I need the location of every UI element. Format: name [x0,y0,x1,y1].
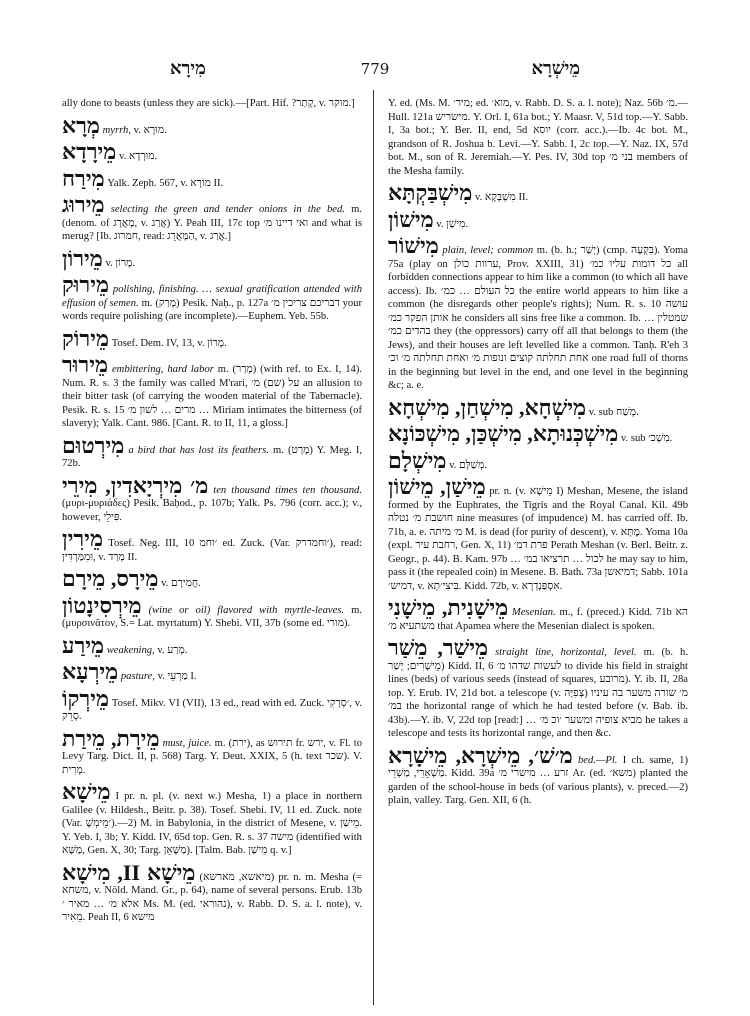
dictionary-entry [62,632,362,658]
entry-text: I ch. same, 1) מַשְׁאָרֵי, מַשְׁרֵי. Kidd. 39a זרע … מישרי מ׳ Ar. (ed. משא׳) planted the garden of the school-house in beds (of various plants), v. preced.—2) plain, valley. Targ. Gen. XII, 6 (h. [388,754,688,806]
entry-headword: מֵישָׁא II, מִישָׁא [62,859,196,885]
dictionary-entry [62,592,362,631]
entry-text: (μυρι-μυριάδες) Pesik. Baḥod., p. 107b; Yalk. Ps. 796 (corr. acc.); v., however, פִּילֵי. [62,498,362,523]
entry-headword: מִישְׁבַּקְתָּא [388,180,473,205]
entry-headword: מִישְׁלָם [388,447,447,473]
dictionary-entry [62,528,362,564]
entry-gloss: straight line, horizontal, level. [495,647,637,658]
entry-text: ally done to beasts (unless they are sick).—[Part. Hif. ?קָתַר, v. מוקר.] [62,98,355,109]
dictionary-entry [62,194,362,244]
entry-headword: מ׳ מִירְיָאדִין, מִירֵי [62,472,209,498]
entry-headword: מֵירוּר [62,352,109,377]
entry-text: v. מְרַע. [157,644,188,656]
entry-text: v. חֲמִירָם. [161,578,201,589]
entry-headword: מֵירָס, מֵירָם [62,566,159,591]
entry-headword: מֵירוּג [62,192,105,217]
entry-gloss: Mesenian. [511,607,556,618]
dictionary-entry [62,97,362,111]
column-divider [373,90,374,1005]
entry-text: m. (ירת), as תירוש fr. ירש, v. Fl. to Levy Targ. Dict. II, p. 568) Targ. Y. Deut. XXIX, 5 (h. text שכר). V. מְרִית. [62,737,362,776]
dictionary-entry [62,781,362,858]
entry-headword: מִישְׁכְּנוּתָא, מִישְׁכַּן, מִישְׁכּוֹנָא [388,421,619,446]
entry-gloss: bed.—Pl. [578,754,618,766]
entry-gloss: plain, level; common [442,245,534,256]
entry-headword: מִישׁוֹר [388,233,439,258]
entry-headword: מֵישָׁא [62,779,111,804]
entry-gloss: weakening, [106,644,155,656]
entry-headword: מֵירְקוֹ [62,685,110,711]
entry-text: m., f. (preced.) Kidd. 71b הא משתעיא מ׳ that Apamea where the Mesenian dialect is spoken. [388,607,688,632]
entry-text: m. (מָרַק) Pesik. Naḥ., p. 127a דבריכם צריכין מ׳ your words require polishing (are incomplete).—Euphem. Yeb. 55b. [62,297,362,322]
dictionary-entry [62,661,362,684]
entry-gloss: (wine or oil) flavored with myrtle-leaves. [148,604,345,616]
page-number: 779 [360,60,390,78]
entry-gloss: myrrh, [102,124,131,136]
dictionary-entry [62,685,362,724]
entry-gloss: polishing, finishing. … sexual gratification attended with effusion of semen. [62,284,362,309]
entry-text: m. (μυρσινᾶτον, S.= Lat. myrtatum) Y. Shebi. VII, 37b (some ed. מורי). [62,604,362,629]
right-column [388,97,688,1007]
entry-headword: מֵירָדָא [62,139,117,164]
dictionary-entry [388,447,688,473]
dictionary-entry [388,476,688,593]
entry-gloss: ten thousand times ten thousand. [213,484,362,496]
dictionary-entry [62,725,362,778]
entry-text: m. (מָרַר) (with ref. to Ex. I, 14). Num. R. s. 3 the family was called M'rari, על (שם) מ׳ an allusion to their bitter task (of carrying the wooden material of the Tabernacle). Pesik. R. s. 15 מרים … לשון מ׳ … Miriam intimates the bitterness (of slavery); Yalk. Cant. 986. [Cant. R. to II, 11, a gloss.] [62,364,362,429]
header-right-word: מֵישְׁרָא [531,58,580,79]
entry-headword: מֵירְעָא [62,659,119,684]
left-column [62,97,362,1007]
entry-text: v. sub מִשְׁכ׳. [620,433,673,444]
entry-text: I pr. n. pl. (v. next w.) Mesha, 1) a place in northern Galilee (v. Hildesh., Beitr. p. 38). Tosef. Shebi. IV, 11 ed. Zuck. note (Var. ׳מֵימְשָׁ).—2) M. in Babylonia, in the district of Mesene, v. מֵישַׁן. Y. Yeb. I, 3b; Y. Kidd. IV, 65d top. Gen. R. s. 37 מישה (identified with מַשָּׁא, Gen. X, 30; Targ. מַשָּׁאֵן). [Talm. Bab. מֵישַׁן q. v.] [62,791,362,856]
entry-text: m. (denom. of מָאֲרָג, v. אֲרַג) Y. Peah III, 17c top ואי דיינו מ׳ and what is merug? [Ib. חמרוג, read: הַמָּאֲרֵג, v. אֲרַג.] [62,204,362,242]
dictionary-entry [62,432,362,471]
entry-headword: מִירַח [62,165,105,191]
dictionary-entry [388,742,688,808]
entry-headword: מֵירְסִינָטוֹן [62,592,142,618]
dictionary-entry [62,325,362,351]
dictionary-entry [388,206,688,232]
entry-headword: מֵישָׁנִית, מֵישָׁנִי [388,595,509,620]
dictionary-entry [388,97,688,178]
dictionary-entry [388,394,688,420]
entry-headword: מֵירוֹן [62,245,103,271]
dictionary-entry [388,182,688,205]
entry-headword: מִירְטוּם [62,432,125,458]
dictionary-entry [62,859,362,925]
entry-text: v. מָרוֹן. [105,257,135,269]
page-header [60,58,690,86]
entry-gloss: must, juice. [162,737,212,749]
dictionary-entry [62,274,362,324]
dictionary-entry [388,235,688,393]
entry-headword: מֵירִין [62,526,103,551]
dictionary-entry [62,165,362,191]
entry-text: v. מִשְׁבְּקָא II. [474,192,529,203]
dictionary-entry [388,637,688,741]
entry-text: v. מוּרְדָא. [118,151,158,162]
entry-text: v. מִישַׁן. [436,218,469,230]
entry-text: v. מְשַׁלָּם. [449,459,487,471]
dictionary-entry [62,112,362,138]
entry-gloss: selecting the green and tender onions in the bed. [110,204,345,215]
entry-headword: מֵירָת, מֵירַת [62,725,160,751]
entry-text: m. (b. h. מֵישָׁרִים; יָשַׁר) Kidd. II, 6 לעשות שדהו מ׳ to divide his field in straight lines (beds) of various seeds (instead of squares, מרובע). Y. ib. II, 28a top. Y. Erub. IV, 21d bot. a telescope (v. צְפִיָּה) מ׳ שורה משער בה עיניו במ׳ the horizontal range of which he had tested before (v. Bab. ib. 43b).—Y. ib. V, 22d top [read:] … מביא צופיה ומשער ׳וכ מ׳ he takes a telescope and tests its horizontal range, and then &c. [388,647,688,739]
dictionary-entry [62,141,362,164]
entry-headword: מ׳שׁ׳, מֵישְׁרָא, מֵישָׁרָא [388,742,573,768]
entry-headword: מֵישַׁן, מֵישׁוֹן [388,474,486,499]
entry-text: Y. ed. (Ms. M. מיר׳; ed. מוא׳, v. Rabb. D. S. a. l. note); Naz. 56b מ׳.—Hull. 121a מישריש. Y. Orl. I, 61a bot.; Y. Maasr. V, 51d top.—Y. Sabb. I, 3a bot.; Y. Ber. II, end, 5d יוסא (corr. acc.).—Ib. 4c bot. M., grandson of R. Joshua b. Levi.—Y. Sabb. I, 2c top.—Y. Naz. IX, 57d bot. M., son of R. Jeremiah.—Y. Pes. IV, 30d top בני מ׳ members of the Mesha family. [388,98,688,177]
entry-headword: מֵירַע [62,632,105,658]
dictionary-entry [388,423,688,446]
dictionary-entry [62,568,362,591]
entry-headword: מֵישַׁר, מֵשַׁר [388,635,489,660]
entry-text: v. sub מְשַׁח. [588,406,639,418]
entry-headword: מֵירוּק [62,272,110,297]
entry-text: Tosef. Neg. III, 10 ׳וחמ ed. Zuck. (Var. ׳וחמדרק), read: וּמִמַּרְדִּין, v. מְרַד II. [62,538,362,563]
entry-gloss: a bird that has lost its feathers. [128,444,269,456]
dictionary-entry [62,245,362,271]
dictionary-entry [388,597,688,633]
entry-text: v. מַרְעֵי I. [157,671,197,682]
entry-text: m. (מָרַט) Y. Meg. I, 72b. [62,444,362,469]
entry-text: (מיאשא, מארשא) pr. n. m. Mesha (= משחא, v. Nöld. Mand. Gr., p. 64), name of several persons. Erub. 13b אלא מ׳ … מאיר ׳ Ms. M. (ed. נהוראי), v. Rabb. D. S. a. l. note), v. מֵאִיר. Peah II, 6 מישא [62,871,362,923]
entry-text: Tosef. Mikv. VI (VII), 13 ed., read with ed. Zuck. ׳סְרְקִי, v. סָרֵק. [62,697,362,722]
entry-headword: מְרָא [62,112,100,138]
entry-headword: מִישׁוֹן [388,206,434,232]
entry-text: m. (b. h.; יָשַׁר) (cmp. בִּקְעָה). Yoma 75a (play on ערוות כולן, Prov. XXIII, 31) כל דומות עליו כמ׳ all forbidden connections appear to him like a common (to which all have access). Ib. כל העולם … כמ׳ the entire world appears to him like a common (he disregards other people's rights); Num. R. s. 10 עושה אותן הפקר כמ׳ he considers all sins free like a common. Ib. שמטלין … בהדים כמ׳ they (the oppressors) carry off all that belongs to them (the Jews), and their houses are left levelled like a common. Tanḥ. R'eh 3 אחת תחלתה קוצים ונופות מ׳ ואחת תחלתה מ׳ וכ׳ one road full of thorns in the beginning but level in the end, and one level in the beginning &c; a. e. [388,245,688,391]
entry-text: v. מוּרָא. [133,124,167,136]
entry-text: pr. n. (v. מֵישָׁא I) Meshan, Mesene, the island formed by the Euphrates, the Tigris and the Royal Canal. Kil. 49b חושבת מ׳ נטלה nine measures (of impudence) M. has carried off. Ib. 71b, a. e. מ׳ מיתה M. is dead (for purity of descent), v. מֶתָּא. Yoma 10a (expl. רחבת עיר, Gen. X, 11) פרת דמ׳ Perath Meshan (v. Berl. Beitr. z. Geogr., p. 44). B. Kam. 97b … לכול … תרציאו במ׳ he may say to him, pass it (the repealed coin) in Mesene. B. Bath. 73a דמיאשן; Sabb. 101a דמיש׳, v. בִּיצִי׳תָא. Kidd. 72b, v. אִסְפַּנְדְרָא. [388,486,688,592]
entry-gloss: pasture, [120,671,155,682]
entry-gloss: embittering, hard labor [111,364,214,375]
entry-headword: מֵירוֹק [62,325,110,351]
header-left-word: מִירָא [170,58,206,79]
dictionary-entry [62,472,362,525]
entry-text: Tosef. Dem. IV, 13, v. מָרוֹן. [111,337,227,349]
entry-headword: מִישְׁחָא, מִישְׁחַן, מִישְׁחָא [388,394,587,420]
dictionary-entry [62,354,362,431]
entry-text: Yalk. Zeph. 567, v. מוֹרָא II. [107,177,224,189]
